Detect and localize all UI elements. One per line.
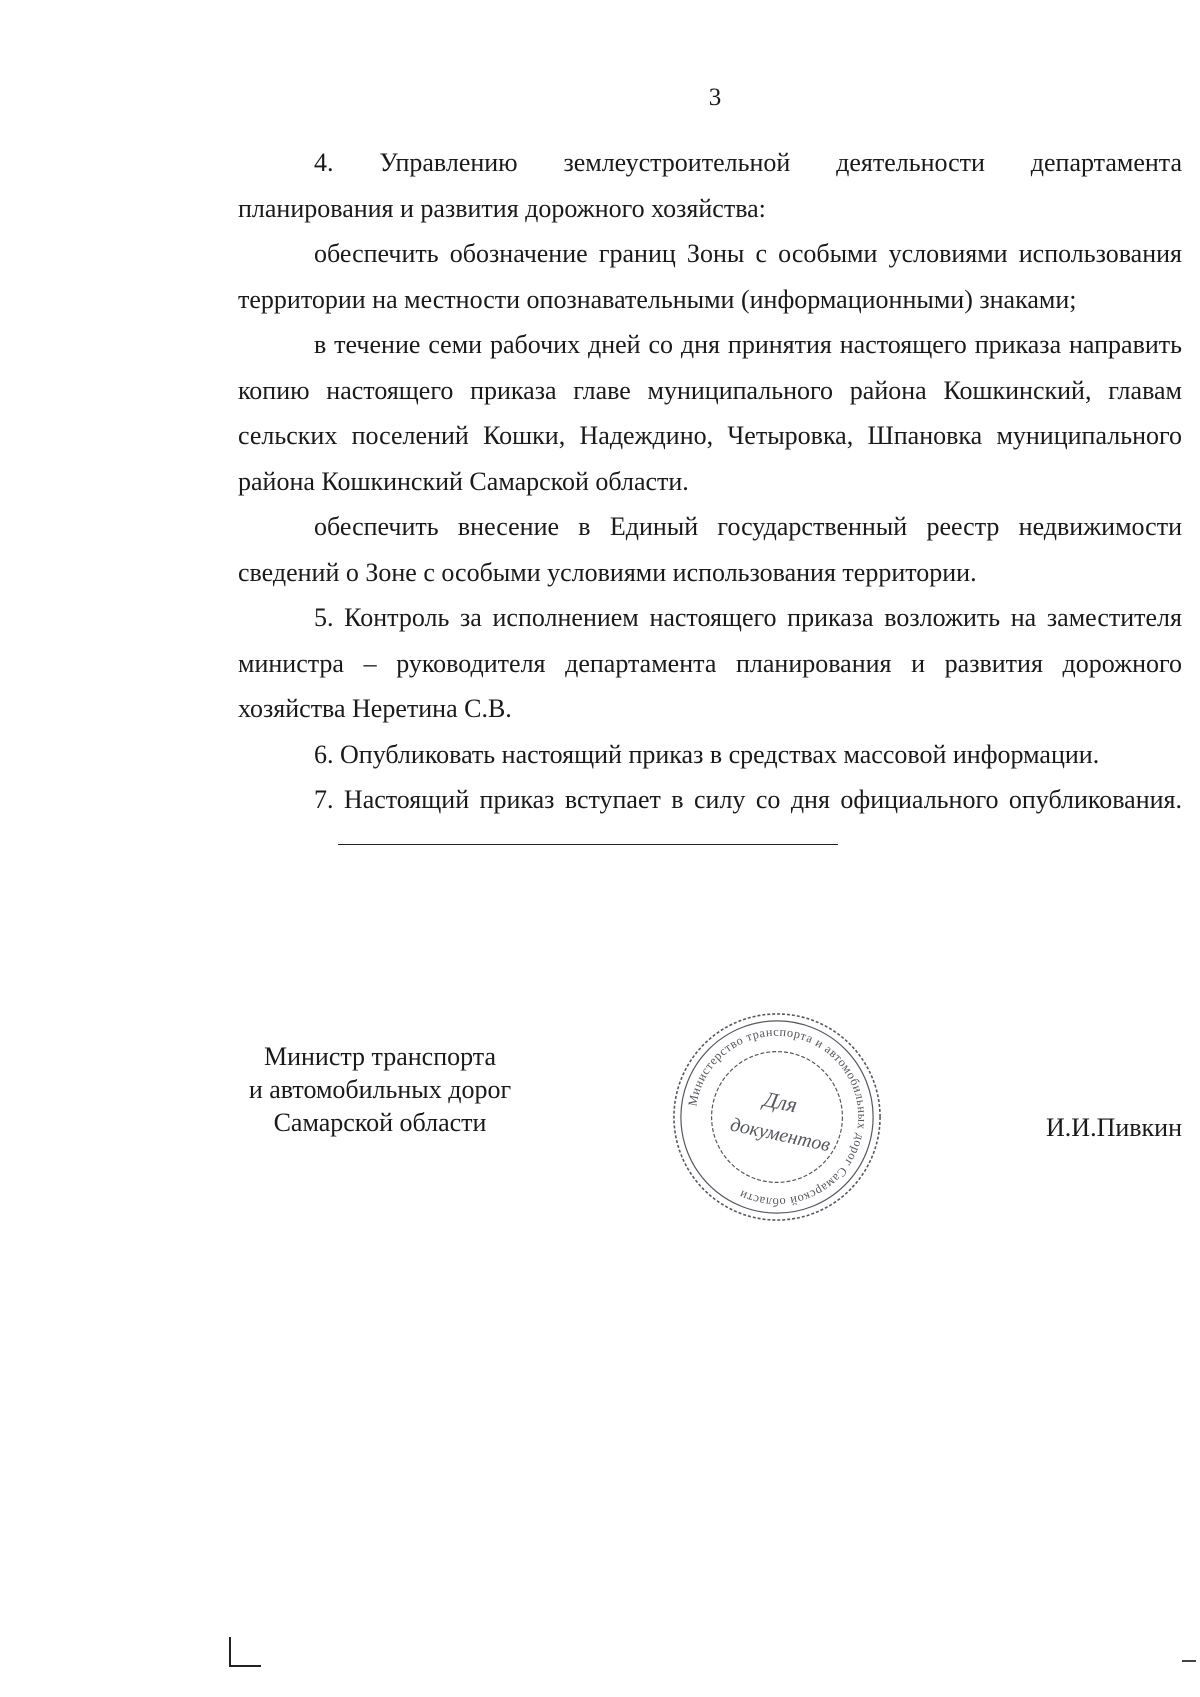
signatory-title-line-1: Министр транспорта [263,1042,497,1071]
signatory-name: И.И.Пивкин [1046,1113,1182,1142]
signatory-title [230,1040,530,1139]
stamp-center-line-1: Для [761,1087,800,1118]
closing-line [338,844,838,845]
paragraph-clause-4-sub-3: обеспечить внесение в Единый государственный реестр недвижимости сведений о Зоне с особыми условиями использования территории. [238,512,1182,587]
paragraph-clause-7 [238,777,1182,868]
paragraph-clause-4-sub-2: в течение семи рабочих дней со дня принятия настоящего приказа направить копию настоящего приказа главе муниципального района Кошкинский, главам сельских поселений Кошки, Надеждино, Четыровка, Шпановка муниципального района Кошкинский Самарской области. [238,330,1182,496]
signatory-title-line-3: Самарской области [273,1108,487,1137]
signatory-title-line-2: и автомобильных дорог [248,1075,512,1104]
corner-bracket-icon [229,1637,261,1667]
edge-dash-mark [1182,1660,1196,1662]
paragraph-clause-6: 6. Опубликовать настоящий приказ в средствах массовой информации. [314,739,1100,769]
paragraph-clause-4-sub-1: обеспечить обозначение границ Зоны с особыми условиями использования территории на местности опознавательными (информационными) знаками; [238,239,1182,314]
stamp-ring-text: Министерство транспорта и автомобильных дорог Самарской области [685,1024,870,1210]
clause-7-text: 7. Настоящий приказ вступает в силу со дня официального опубликования. [314,785,1182,814]
official-stamp [668,1008,886,1226]
paragraph-clause-5: 5. Контроль за исполнением настоящего приказа возложить на заместителя министра – руководителя департамента планирования и развития дорожного хозяйства Неретина С.В. [238,603,1182,723]
document-body [238,140,1182,868]
page-number: 3 [708,84,722,111]
stamp-center-line-2: документов [728,1113,833,1157]
paragraph-clause-4: 4. Управлению землеустроительной деятельности департамента планирования и развития дорожного хозяйства: [238,148,1182,223]
